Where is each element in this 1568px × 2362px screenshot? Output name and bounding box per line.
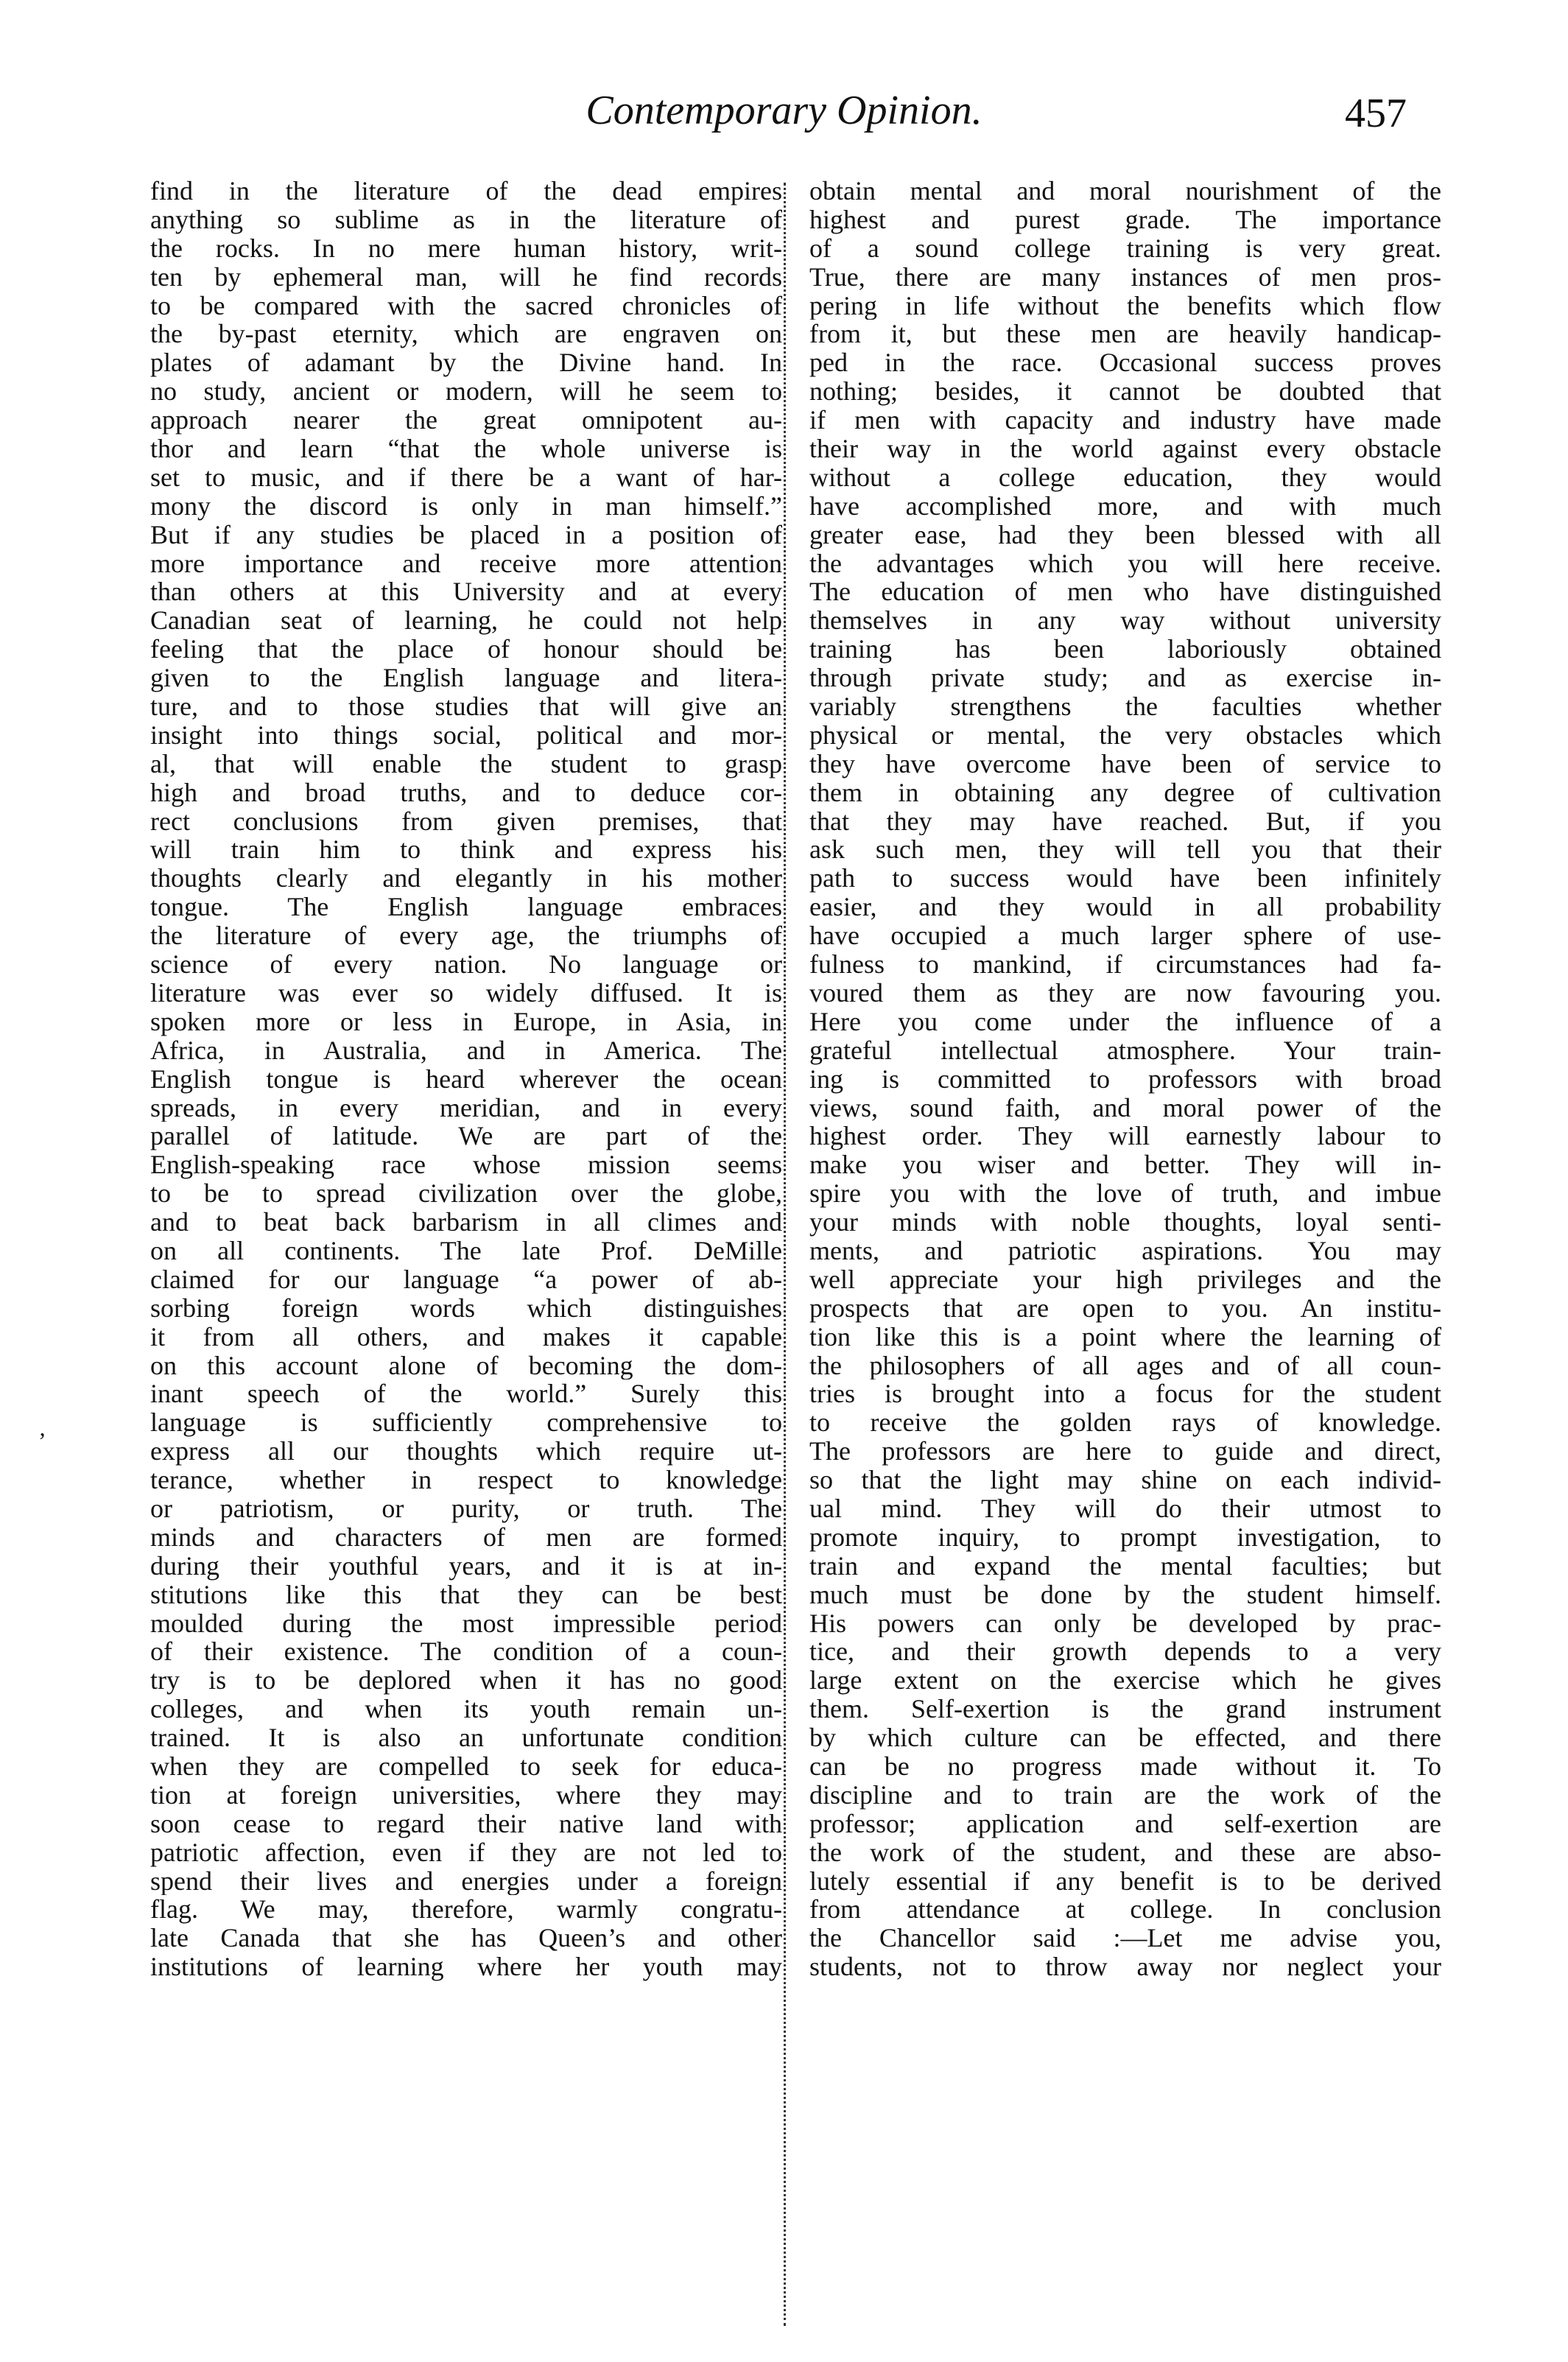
text-line: rect conclusions from given premises, that — [150, 806, 782, 836]
text-line: train and expand the mental faculties; but — [809, 1551, 1441, 1581]
text-line: His powers can only be developed by prac- — [809, 1609, 1441, 1638]
text-line: during their youthful years, and it is at in- — [150, 1551, 782, 1581]
text-line: them in obtaining any degree of cultivation — [809, 778, 1441, 807]
text-line: professor; application and self-exertion are — [809, 1809, 1441, 1838]
margin-mark: ’ — [38, 1427, 46, 1454]
text-line: science of every nation. No language or — [150, 950, 782, 979]
text-line: so that the light may shine on each individ- — [809, 1466, 1441, 1494]
text-line: language is sufficiently comprehensive to — [150, 1408, 782, 1438]
text-line: greater ease, had they been blessed with all — [809, 520, 1441, 549]
text-line: highest order. They will earnestly labour to — [809, 1122, 1441, 1151]
text-line: spoken more or less in Europe, in Asia, in — [150, 1007, 782, 1036]
text-line: it from all others, and makes it capable — [150, 1322, 782, 1352]
text-line: that they may have reached. But, if you — [809, 806, 1441, 836]
text-line: ped in the race. Occasional success proves — [809, 348, 1441, 378]
text-line: much must be done by the student himself. — [809, 1580, 1441, 1609]
text-line: training has been laboriously obtained — [809, 635, 1441, 664]
text-line: nothing; besides, it cannot be doubted that — [809, 377, 1441, 407]
right-text-column — [809, 177, 1441, 1981]
text-line: Here you come under the influence of a — [809, 1007, 1441, 1036]
running-header-title: Contemporary Opinion. — [586, 88, 982, 133]
text-line: to be to spread civilization over the globe, — [150, 1179, 782, 1209]
text-line: thoughts clearly and elegantly in his mother — [150, 864, 782, 893]
text-line: the by-past eternity, which are engraven on — [150, 320, 782, 349]
text-line: without a college education, they would — [809, 463, 1441, 492]
text-line: high and broad truths, and to deduce cor- — [150, 778, 782, 807]
text-line: fulness to mankind, if circumstances had fa- — [809, 950, 1441, 979]
text-line: Africa, in Australia, and in America. The — [150, 1036, 782, 1065]
text-line: Canadian seat of learning, he could not help — [150, 606, 782, 636]
text-line: to receive the golden rays of knowledge. — [809, 1408, 1441, 1438]
text-line: patriotic affection, even if they are not led to — [150, 1838, 782, 1867]
text-line: English-speaking race whose mission seems — [150, 1150, 782, 1180]
text-line: the work of the student, and these are abso- — [809, 1838, 1441, 1867]
text-line: or patriotism, or purity, or truth. The — [150, 1494, 782, 1523]
text-line: soon cease to regard their native land with — [150, 1809, 782, 1838]
text-line: promote inquiry, to prompt investigation, to — [809, 1522, 1441, 1552]
text-line: through private study; and as exercise in- — [809, 664, 1441, 693]
text-line: mony the discord is only in man himself.” — [150, 491, 782, 521]
text-line: late Canada that she has Queen’s and other — [150, 1924, 782, 1953]
text-line: on all continents. The late Prof. DeMille — [150, 1236, 782, 1265]
text-line: moulded during the most impressible period — [150, 1609, 782, 1638]
text-line: the advantages which you will here receive. — [809, 549, 1441, 578]
text-line: literature was ever so widely diffused. It is — [150, 978, 782, 1008]
text-line: ture, and to those studies that will give an — [150, 692, 782, 721]
text-line: grateful intellectual atmosphere. Your train- — [809, 1036, 1441, 1065]
text-line: stitutions like this that they can be best — [150, 1580, 782, 1609]
text-line: minds and characters of men are formed — [150, 1522, 782, 1552]
text-line: highest and purest grade. The importance — [809, 205, 1441, 234]
text-line: trained. It is also an unfortunate condition — [150, 1723, 782, 1752]
text-line: can be no progress made without it. To — [809, 1751, 1441, 1781]
text-line: make you wiser and better. They will in- — [809, 1150, 1441, 1180]
text-line: inant speech of the world.” Surely this — [150, 1379, 782, 1409]
text-line: your minds with noble thoughts, loyal senti- — [809, 1208, 1441, 1237]
text-line: al, that will enable the student to grasp — [150, 749, 782, 778]
text-line: But if any studies be placed in a position of — [150, 520, 782, 549]
text-line: terance, whether in respect to knowledge — [150, 1466, 782, 1494]
text-line: views, sound faith, and moral power of the — [809, 1093, 1441, 1122]
text-line: ask such men, they will tell you that their — [809, 835, 1441, 865]
text-line: from attendance at college. In conclusion — [809, 1895, 1441, 1925]
text-line: by which culture can be effected, and there — [809, 1723, 1441, 1752]
text-line: The professors are here to guide and direct, — [809, 1437, 1441, 1466]
text-line: parallel of latitude. We are part of the — [150, 1122, 782, 1151]
text-line: pering in life without the benefits which flow — [809, 291, 1441, 320]
text-line: institutions of learning where her youth may — [150, 1952, 782, 1982]
text-line: have occupied a much larger sphere of use- — [809, 921, 1441, 951]
text-line: insight into things social, political and mor- — [150, 720, 782, 750]
text-line: feeling that the place of honour should be — [150, 635, 782, 664]
text-line: themselves in any way without university — [809, 606, 1441, 636]
text-line: the literature of every age, the triumphs of — [150, 921, 782, 951]
text-line: lutely essential if any benefit is to be derived — [809, 1866, 1441, 1896]
text-line: obtain mental and moral nourishment of the — [809, 177, 1441, 205]
text-line: prospects that are open to you. An institu- — [809, 1293, 1441, 1323]
text-line: flag. We may, therefore, warmly congratu- — [150, 1895, 782, 1925]
text-line: they have overcome have been of service to — [809, 749, 1441, 778]
text-line: the Chancellor said :—Let me advise you, — [809, 1924, 1441, 1953]
text-line: given to the English language and litera- — [150, 664, 782, 693]
text-line: The education of men who have distinguished — [809, 577, 1441, 607]
text-line: ments, and patriotic aspirations. You may — [809, 1236, 1441, 1265]
text-line: tion at foreign universities, where they may — [150, 1780, 782, 1810]
text-line: path to success would have been infinitely — [809, 864, 1441, 893]
text-line: voured them as they are now favouring you. — [809, 978, 1441, 1008]
text-line: approach nearer the great omnipotent au- — [150, 406, 782, 435]
text-line: on this account alone of becoming the dom- — [150, 1351, 782, 1380]
text-line: discipline and to train are the work of the — [809, 1780, 1441, 1810]
text-line: set to music, and if there be a want of har- — [150, 463, 782, 492]
text-line: claimed for our language “a power of ab- — [150, 1265, 782, 1294]
text-line: anything so sublime as in the literature of — [150, 205, 782, 234]
text-line: them. Self-exertion is the grand instrument — [809, 1695, 1441, 1724]
text-line: their way in the world against every obstacle — [809, 435, 1441, 463]
text-line: try is to be deplored when it has no good — [150, 1666, 782, 1695]
text-line: of their existence. The condition of a coun- — [150, 1637, 782, 1667]
text-line: spreads, in every meridian, and in every — [150, 1093, 782, 1122]
text-line: well appreciate your high privileges and the — [809, 1265, 1441, 1294]
text-line: express all our thoughts which require ut- — [150, 1437, 782, 1466]
text-line: thor and learn “that the whole universe is — [150, 435, 782, 463]
text-line: and to beat back barbarism in all climes and — [150, 1208, 782, 1237]
text-line: ten by ephemeral man, will he find records — [150, 262, 782, 292]
text-line: will train him to think and express his — [150, 835, 782, 865]
text-line: the rocks. In no mere human history, writ- — [150, 233, 782, 263]
text-line: if men with capacity and industry have made — [809, 406, 1441, 435]
text-line: True, there are many instances of men pros- — [809, 262, 1441, 292]
text-line: large extent on the exercise which he gives — [809, 1666, 1441, 1695]
text-line: spend their lives and energies under a foreign — [150, 1866, 782, 1896]
column-divider — [784, 183, 786, 2326]
text-line: ing is committed to professors with broad — [809, 1064, 1441, 1094]
text-line: variably strengthens the faculties whether — [809, 692, 1441, 721]
text-line: ual mind. They will do their utmost to — [809, 1494, 1441, 1523]
text-line: easier, and they would in all probability — [809, 893, 1441, 922]
text-line: students, not to throw away nor neglect your — [809, 1952, 1441, 1982]
text-line: no study, ancient or modern, will he seem to — [150, 377, 782, 407]
text-line: the philosophers of all ages and of all coun- — [809, 1351, 1441, 1380]
text-line: of a sound college training is very great. — [809, 233, 1441, 263]
text-line: tries is brought into a focus for the student — [809, 1379, 1441, 1409]
text-line: English tongue is heard wherever the ocean — [150, 1064, 782, 1094]
text-line: spire you with the love of truth, and imbue — [809, 1179, 1441, 1209]
text-line: plates of adamant by the Divine hand. In — [150, 348, 782, 378]
page-number: 457 — [1345, 91, 1407, 136]
text-line: when they are compelled to seek for educa- — [150, 1751, 782, 1781]
text-line: find in the literature of the dead empires — [150, 177, 782, 205]
text-line: tice, and their growth depends to a very — [809, 1637, 1441, 1667]
text-line: have accomplished more, and with much — [809, 491, 1441, 521]
text-line: tion like this is a point where the learning of — [809, 1322, 1441, 1352]
text-line: to be compared with the sacred chronicles of — [150, 291, 782, 320]
text-line: tongue. The English language embraces — [150, 893, 782, 922]
text-line: from it, but these men are heavily handicap- — [809, 320, 1441, 349]
left-text-column — [150, 177, 782, 1981]
text-line: more importance and receive more attention — [150, 549, 782, 578]
text-line: than others at this University and at every — [150, 577, 782, 607]
text-line: physical or mental, the very obstacles which — [809, 720, 1441, 750]
text-line: colleges, and when its youth remain un- — [150, 1695, 782, 1724]
text-line: sorbing foreign words which distinguishes — [150, 1293, 782, 1323]
